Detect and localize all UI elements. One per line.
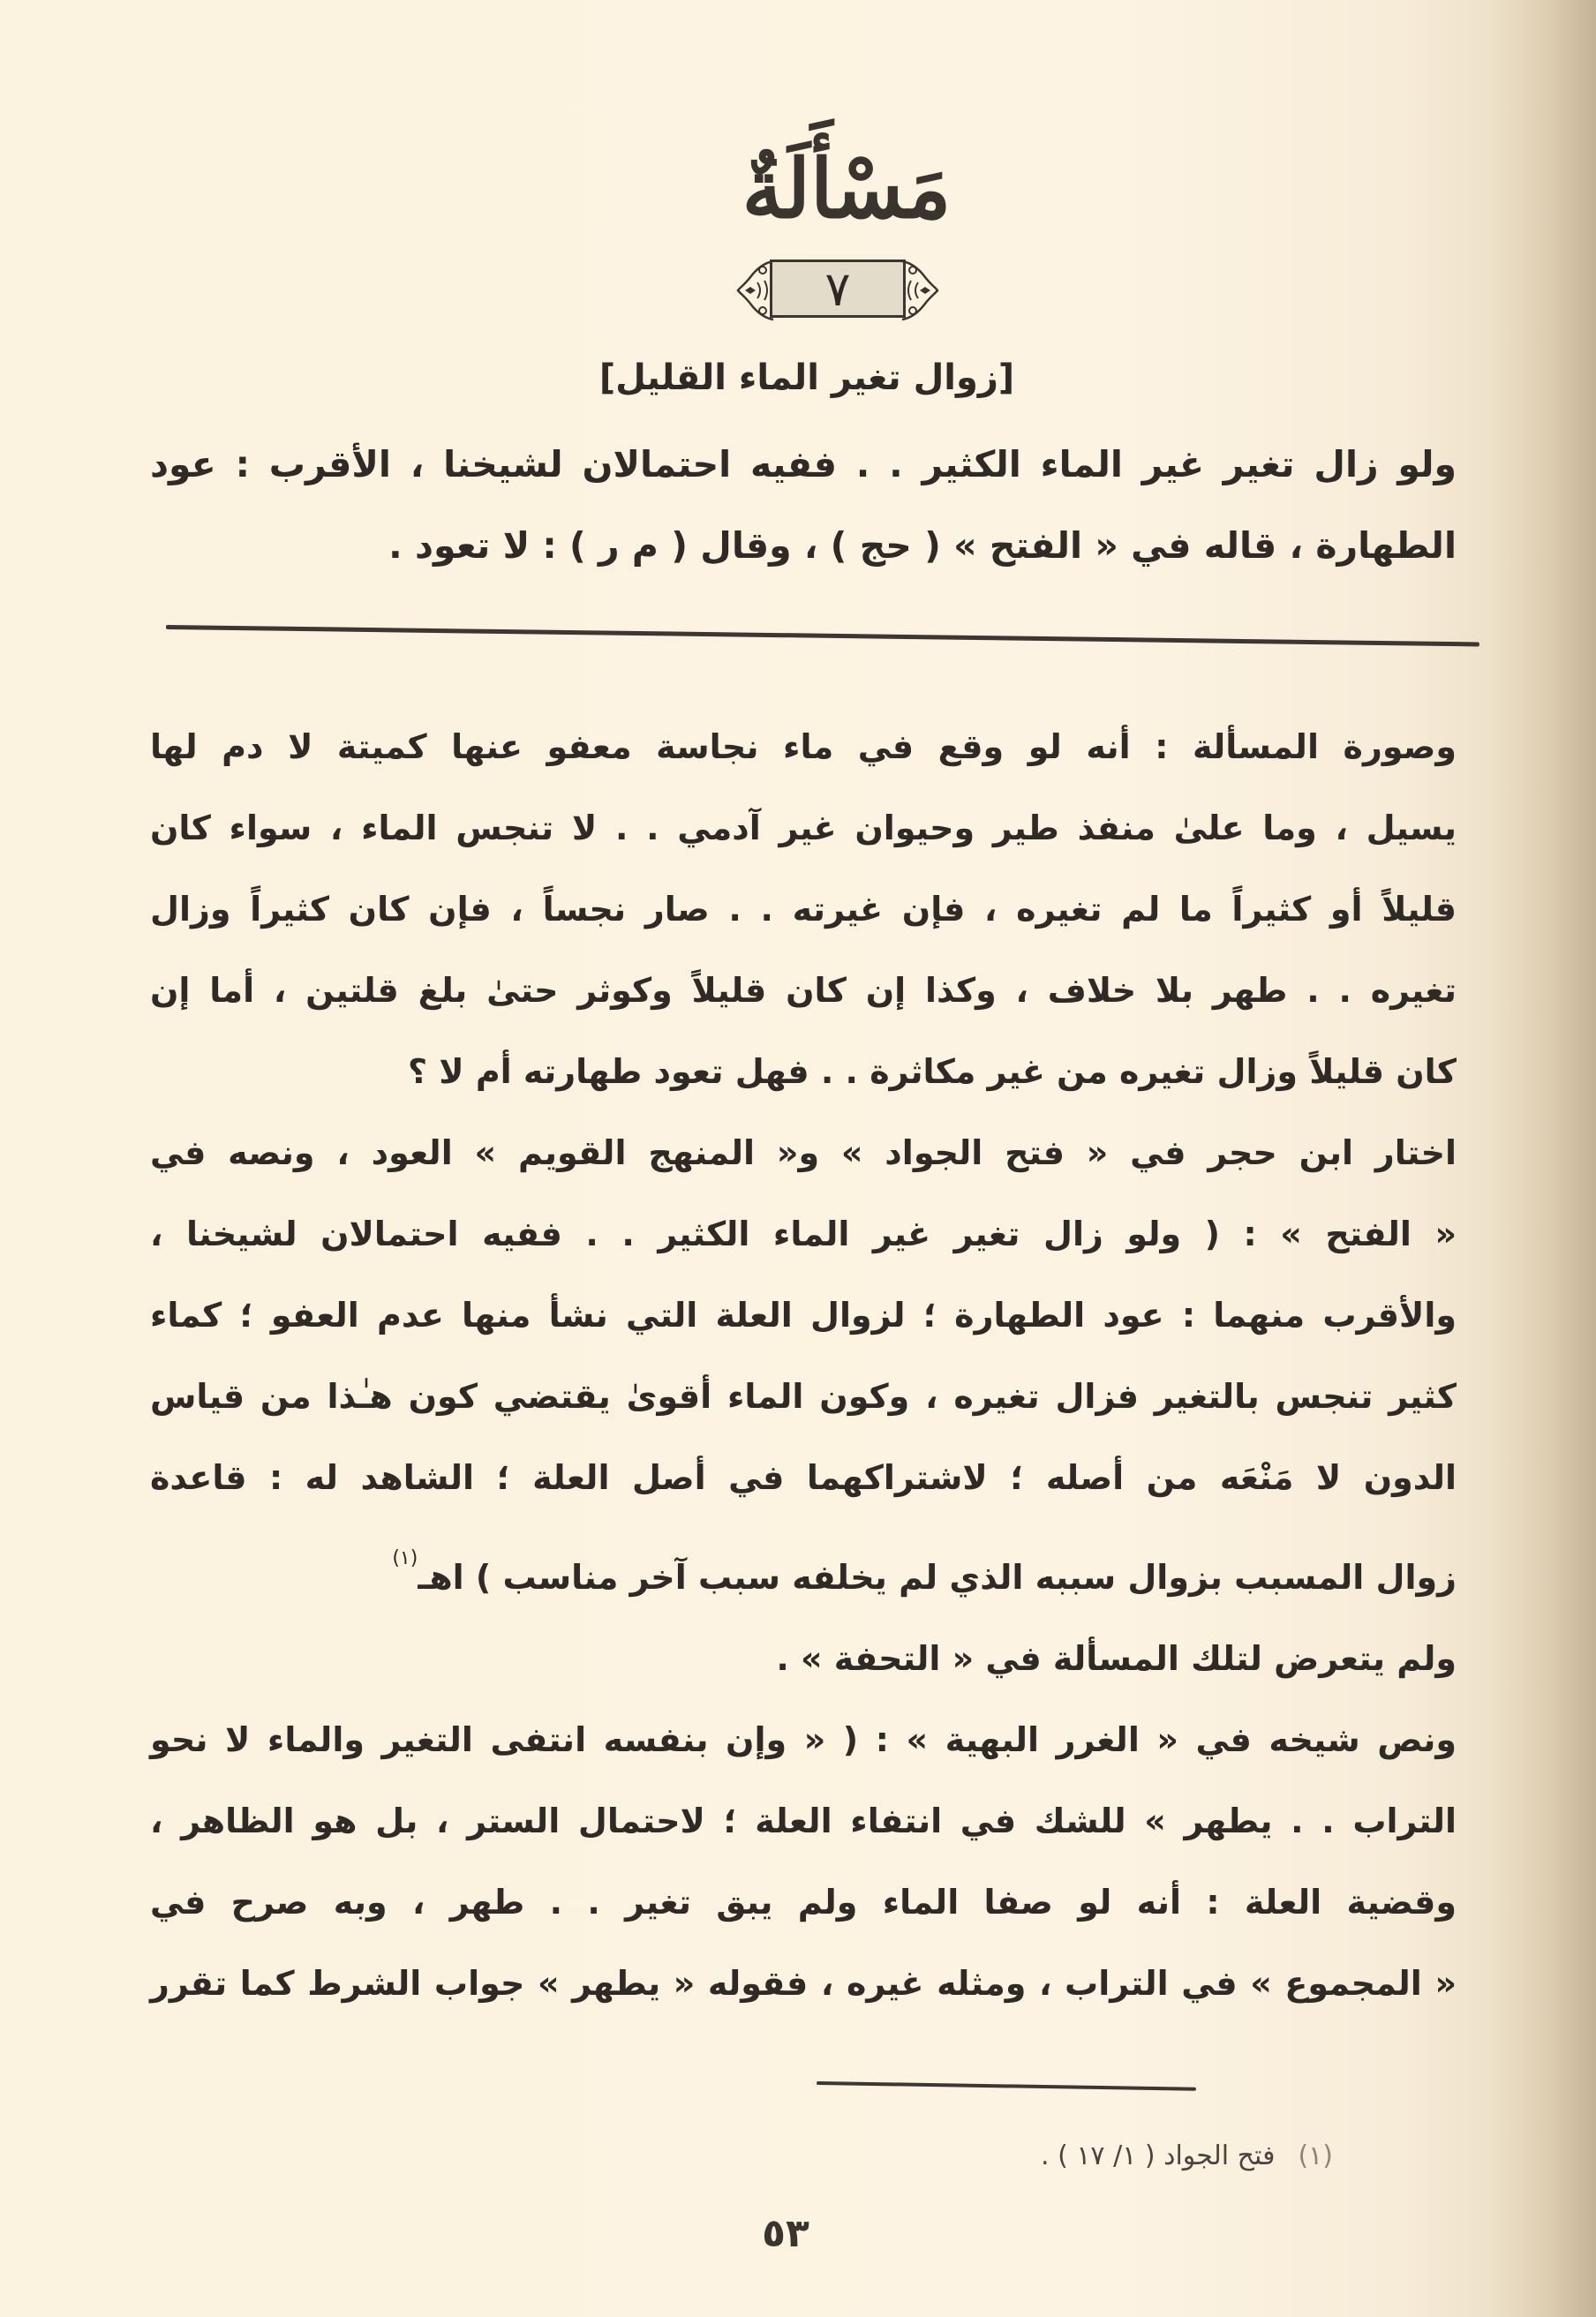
commentary-line: ولم يتعرض لتلك المسألة في « التحفة » . [776, 1639, 1457, 1678]
commentary-line: ونص شيخه في « الغرر البهية » : ( « وإن بنفسه انتفى التغير والماء لا نحو [150, 1720, 1457, 1759]
commentary-line: « الفتح » : ( ولو زال تغير غير الماء الكثير . . ففيه احتمالان لشيخنا ، [150, 1215, 1457, 1253]
commentary-line: تغيره . . طهر بلا خلاف ، وكذا إن كان قليلاً وكوثر حتىٰ بلغ قلتين ، أما إن [150, 971, 1457, 1010]
commentary-line: قليلاً أو كثيراً ما لم تغيره ، فإن غيرته . . صار نجساً ، فإن كان كثيراً وزال [150, 890, 1457, 929]
commentary-line: وقضية العلة : أنه لو صفا الماء ولم يبق تغير . . طهر ، وبه صرح في [150, 1883, 1457, 1922]
footnote-divider [817, 2081, 1196, 2091]
commentary-line: « المجموع » في التراب ، ومثله غيره ، فقوله « يطهر » جواب الشرط كما تقرر [150, 1964, 1457, 2003]
matn-line: ولو زال تغير غير الماء الكثير . . ففيه احتمالان لشيخنا ، الأقرب : عود [150, 443, 1457, 485]
ornament-right-icon [900, 258, 939, 323]
question-number: ٧ [770, 260, 906, 318]
footnote-number: (١) [1298, 2140, 1333, 2171]
footnote-reference[interactable]: (١) [392, 1547, 418, 1569]
commentary-line-text: زوال المسبب بزوال سببه الذي لم يخلفه سبب آخر مناسب ) اهـ [418, 1558, 1457, 1597]
chapter-title: مَسْأَلَةٌ [742, 141, 952, 237]
footnote-text: فتح الجواد ( ١/ ١٧ ) . [1041, 2140, 1276, 2171]
page-number: ٥٣ [762, 2211, 809, 2256]
paragraph [150, 1618, 1457, 1699]
commentary-line: كثير تنجس بالتغير فزال تغيره ، وكون الماء أقوىٰ يقتضي كون هـٰذا من قياس [150, 1377, 1457, 1416]
commentary-line: كان قليلاً وزال تغيره من غير مكاثرة . . فهل تعود طهارته أم لا ؟ [408, 1052, 1457, 1091]
matn-text [150, 424, 1457, 586]
commentary-line [150, 1518, 1457, 1618]
question-number-cartouche [736, 258, 939, 323]
commentary-line: والأقرب منهما : عود الطهارة ؛ لزوال العلة التي نشأ منها عدم العفو ؛ كماء [150, 1296, 1457, 1335]
commentary-line: الدون لا مَنْعَه من أصله ؛ لاشتراكهما في أصل العلة ؛ الشاهد له : قاعدة [150, 1458, 1457, 1497]
commentary-line: التراب . . يطهر » للشك في انتفاء العلة ؛ لاحتمال الستر ، بل هو الظاهر ، [150, 1802, 1457, 1840]
paragraph [150, 706, 1457, 1112]
commentary-text [150, 706, 1457, 2024]
paragraph [150, 1699, 1457, 2024]
commentary-line: اختار ابن حجر في « فتح الجواد » و« المنهج القويم » العود ، ونصه في [150, 1133, 1457, 1172]
section-heading: [زوال تغير الماء القليل] [598, 357, 1015, 398]
commentary-line: وصورة المسألة : أنه لو وقع في ماء نجاسة معفو عنها كميتة لا دم لها [150, 727, 1457, 766]
matn-divider [166, 625, 1479, 646]
paragraph [150, 1112, 1457, 1618]
spine-shadow [1490, 0, 1596, 2317]
matn-line: الطهارة ، قاله في « الفتح » ( حج ) ، وقال ( م ر ) : لا تعود . [388, 524, 1457, 567]
footnote [1041, 2140, 1333, 2171]
commentary-line: يسيل ، وما علىٰ منفذ طير وحيوان غير آدمي . . لا تنجس الماء ، سواء كان [150, 809, 1457, 847]
